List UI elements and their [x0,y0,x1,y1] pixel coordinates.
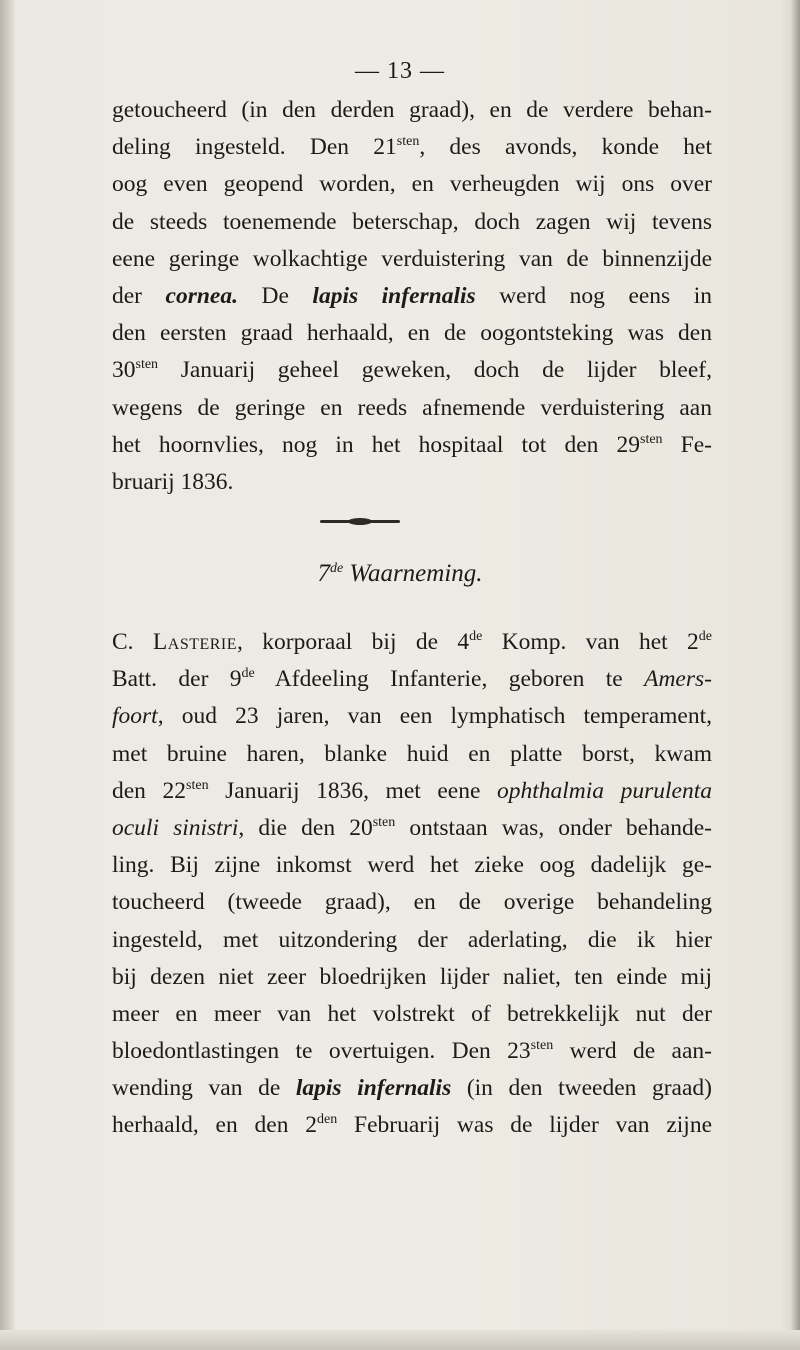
text-line: $30^{sten}$ Januarij geheel geweken, doch de lijder bleef, [112,357,712,384]
text-line: oog even geopend worden, en verheugden wij ons over [112,171,712,198]
section-heading: 7de Waarneming. [317,560,483,587]
page-number: — 13 — [355,58,445,84]
text-line: Batt. der 9de Afdeeling Infanterie, geboren te Amers- [112,666,712,693]
text-line: der cornea. De lapis infernalis werd nog eens in [112,282,712,309]
text-line: ling. Bij zijne inkomst werd het zieke oog dadelijk ge- [112,852,712,879]
text-line: meer en meer van het volstrekt of betrekkelijk nut der [112,1000,712,1027]
text-line: wegens de geringe en reeds afnemende verduistering aan [112,394,712,421]
text-line: den eersten graad herhaald, en de oogontsteking was den [112,320,712,347]
text-line: bloedontlastingen te overtuigen. Den $23^{sten}$ werd de aan- [112,1038,712,1065]
text-line: wending van de lapis infernalis (in den tweeden graad) [112,1075,712,1102]
text-line: het hoornvlies, nog in het hospitaal tot den $29^{sten}$ Fe- [112,431,712,458]
text-line: deling ingesteld. Den $21^{sten}$, des avonds, konde het [112,134,712,161]
text-line: getoucheerd (in den derden graad), en de verdere behan- [112,97,712,123]
text-line: foort, oud 23 jaren, van een lymphatisch temperament, [112,703,712,730]
text-line: oculi sinistri, die den $20^{sten}$ ontstaan was, onder behande- [112,814,713,841]
text-line: herhaald, en den $2^{den}$ Februarij was de lijder van zijne [112,1112,712,1139]
text-line: ingesteld, met uitzondering der aderlating, die ik hier [112,926,712,953]
text-line: met bruine haren, blanke huid en platte borst, kwam [112,740,712,767]
text-line: bij dezen niet zeer bloedrijken lijder naliet, ten einde mij [112,963,712,990]
text-line: eene geringe wolkachtige verduistering van de binnenzijde [112,245,712,272]
page-right-edge [790,0,800,1350]
text-line: den $22^{sten}$ Januarij 1836, met eene ophthalmia purulenta [112,777,712,804]
text-line: de steeds toenemende beterschap, doch zagen wij tevens [112,208,712,235]
text-line: C. Lasterie, korporaal bij de 4de Komp. van het 2de [112,629,712,655]
section-divider [320,520,400,523]
paragraph-1 [112,92,712,501]
text-line: bruarij 1836. [112,468,234,495]
paragraph-2 [112,624,712,1145]
page-left-edge [0,0,14,1350]
page-bottom-edge [0,1330,800,1350]
text-line: toucheerd (tweede graad), en de overige behandeling [112,889,712,916]
